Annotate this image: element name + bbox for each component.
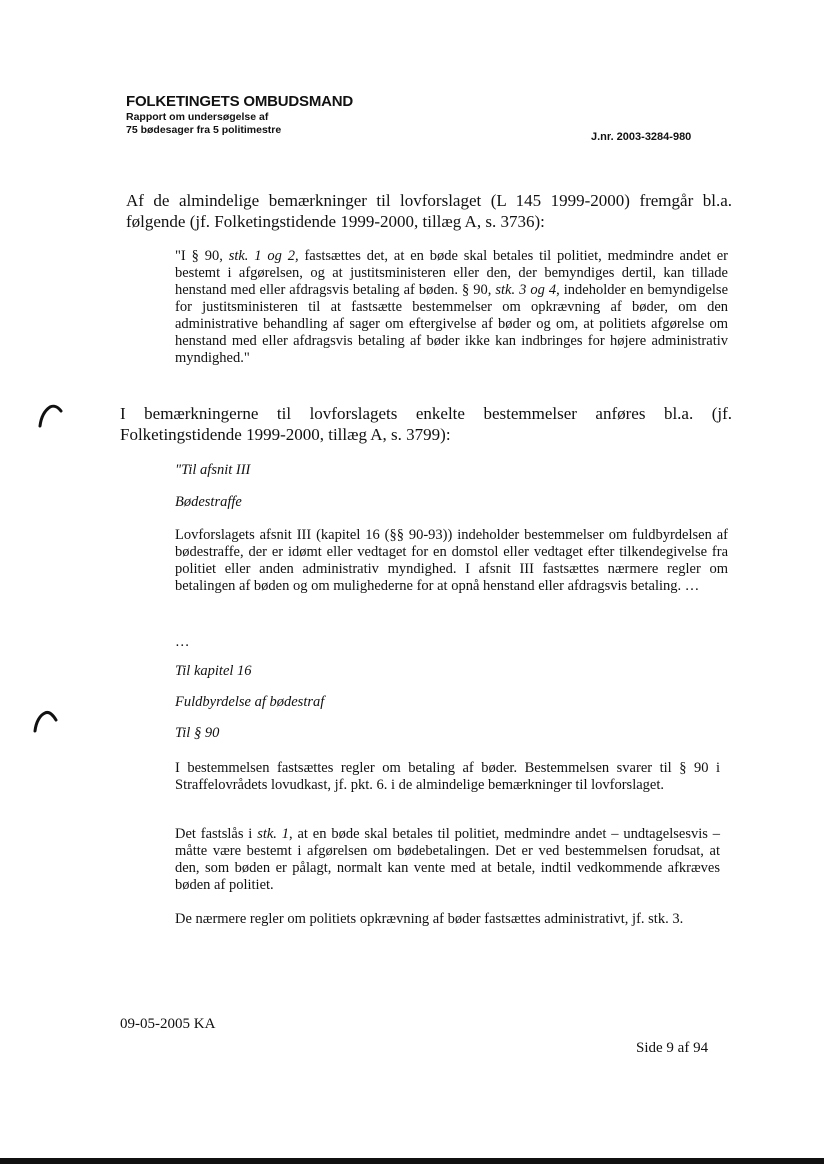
- intro-paragraph: Af de almindelige bemærkninger til lovforslaget (L 145 1999-2000) fremgår bl.a. følgende (jf. Folketingstidende 1999-2000, tillæg A, s. 3736):: [126, 191, 732, 231]
- scan-edge-bar: [0, 1158, 824, 1164]
- header-subtitle-1: Rapport om undersøgelse af: [126, 111, 269, 123]
- quote-text: fastsættes det, at en bøde skal betales til politiet, medmindre andet er bestemt i afgørelsen, og at justitsministeren eller den, der bemyndiges dertil, kan tillade henstand med eller afdragsvis betaling af bøden. § 90,: [175, 248, 729, 298]
- quote-bestemmelsen: I bestemmelsen fastsættes regler om betaling af bøder. Bestemmelsen svarer til § 90 i Straffelovrådets lovudkast, jf. pkt. 6. i de almindelige bemærkninger til lovforslaget.: [175, 760, 720, 793]
- heading-til-paragraf: Til § 90: [175, 725, 220, 741]
- journal-number: J.nr. 2003-3284-980: [591, 131, 692, 143]
- quote-text-italic: stk. 3 og 4: [495, 282, 557, 298]
- quote-general-remarks: [175, 248, 728, 367]
- quote-text: , indeholder en bemyndigelse for justitsministeren til at fastsætte bestemmelser om opkrævning af bøder, om den administrative behandling af sager om eftergivelse af bøder og om, at politiets afgørelse om henstand med eller afdragsvis betaling af bøder ikke kan indbringes for højere administrativ myndighed.": [175, 282, 729, 366]
- heading-fuldbyrdelse: Fuldbyrdelse af bødestraf: [175, 694, 325, 710]
- header-subtitle-2: 75 bødesager fra 5 politimestre: [126, 124, 282, 136]
- ellipsis: …: [175, 634, 190, 650]
- quote-stk-1: [175, 826, 720, 894]
- heading-bodestraffe: Bødestraffe: [175, 494, 242, 510]
- handwritten-mark-2: [30, 707, 58, 733]
- quote-text-italic: stk. 1: [257, 826, 290, 842]
- footer-date-initials: 09-05-2005 KA: [120, 1016, 216, 1032]
- quote-text: Det fastslås i: [175, 826, 258, 842]
- quote-text: "I § 90,: [175, 248, 229, 264]
- heading-til-kapitel: Til kapitel 16: [175, 663, 252, 679]
- specific-remarks-paragraph: I bemærkningerne til lovforslagets enkelte bestemmelser anføres bl.a. (jf. Folketingstidende 1999-2000, tillæg A, s. 3799):: [120, 404, 732, 444]
- handwritten-mark-1: [36, 402, 64, 428]
- heading-til-afsnit: "Til afsnit III: [175, 462, 251, 478]
- header-title: FOLKETINGETS OMBUDSMAND: [126, 93, 354, 110]
- quote-afsnit-iii: Lovforslagets afsnit III (kapitel 16 (§§ 90-93)) indeholder bestemmelser om fuldbyrdelsen af bødestraffe, der er idømt eller vedtaget for en domstol eller vedtaget efter tilkendegivelse fra politiet eller anden administrativ myndighed. I afsnit III fastsættes nærmere regler om betalingen af bøden og om mulighederne for at opnå henstand eller afdragsvis betaling. …: [175, 527, 728, 594]
- quote-opkraevning: De nærmere regler om politiets opkrævning af bøder fastsættes administrativt, jf. stk. 3.: [175, 911, 684, 927]
- footer-page-number: Side 9 af 94: [636, 1040, 709, 1056]
- quote-text: , at en bøde skal betales til politiet, medmindre andet – undtagelsesvis – måtte være bestemt i afgørelsen om bødebetalingen. Det er ved bestemmelsen forudsat, at den, som bøden er pålagt, normalt kan vente med at betale, indtil vedkommende afkræves bøden af politiet.: [175, 826, 721, 893]
- quote-text-italic: stk. 1 og 2,: [228, 248, 299, 264]
